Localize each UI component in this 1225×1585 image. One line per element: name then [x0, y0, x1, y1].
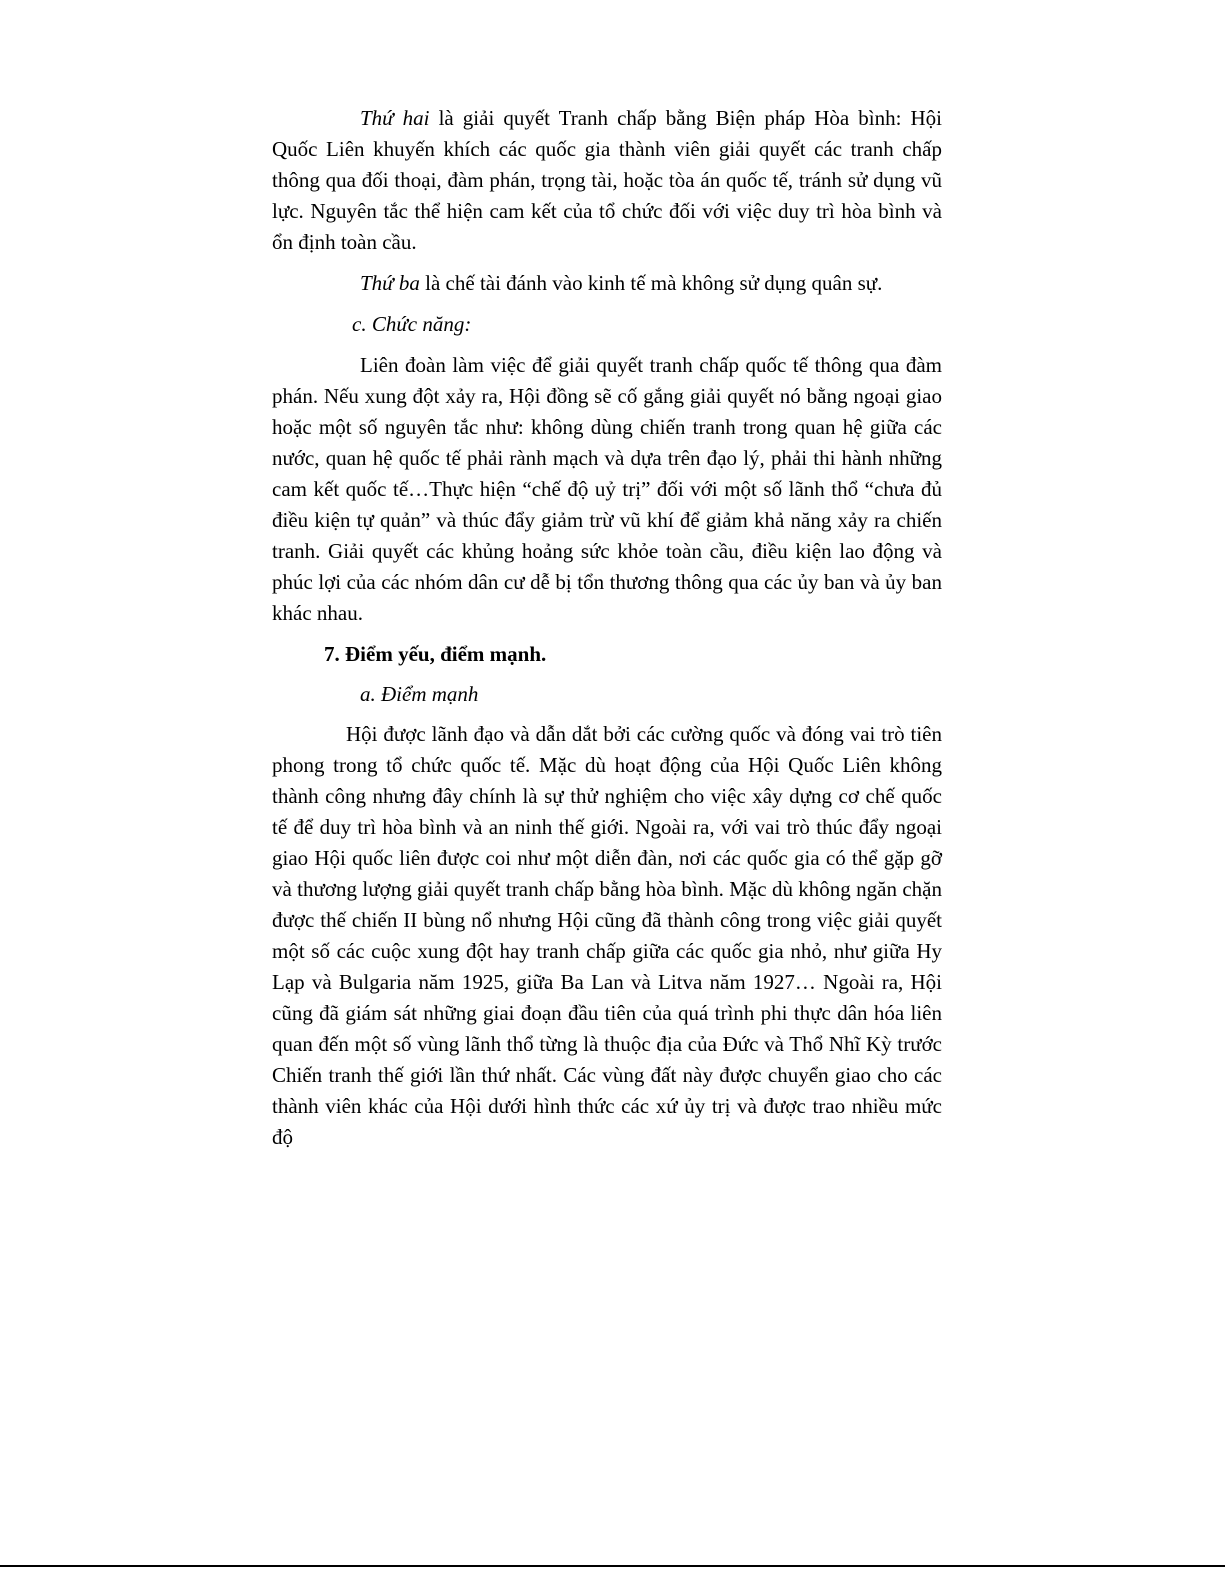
paragraph-lead-thu-ba: Thứ ba [360, 271, 420, 295]
paragraph-thu-hai [272, 103, 942, 258]
section-heading-diem-yeu-manh: 7. Điểm yếu, điểm mạnh. [324, 642, 547, 666]
heading-chuc-nang: c. Chức năng: [352, 312, 472, 336]
paragraph-text-thu-hai: là giải quyết Tranh chấp bằng Biện pháp Hòa bình: Hội Quốc Liên khuyến khích các quốc gia thành viên giải quyết các tranh chấp thông qua đối thoại, đàm phán, trọng tài, hoặc tòa án quốc tế, tránh sử dụng vũ lực. Nguyên tắc thể hiện cam kết của tổ chức đối với việc duy trì hòa bình và ổn định toàn cầu. [272, 106, 943, 254]
page-bottom-border [0, 1565, 1225, 1567]
heading-diem-manh: a. Điểm mạnh [360, 682, 479, 706]
paragraph-text-thu-ba: là chế tài đánh vào kinh tế mà không sử dụng quân sự. [419, 271, 883, 295]
paragraph-thu-ba [272, 268, 942, 299]
paragraph-lead-thu-hai: Thứ hai [360, 106, 430, 130]
page-body [272, 103, 942, 1153]
paragraph-diem-manh: Hội được lãnh đạo và dẫn dắt bởi các cường quốc và đóng vai trò tiên phong trong tổ chức quốc tế. Mặc dù hoạt động của Hội Quốc Liên không thành công nhưng đây chính là sự thử nghiệm cho việc xây dựng cơ chế quốc tế để duy trì hòa bình và an ninh thế giới. Ngoài ra, với vai trò thúc đẩy ngoại giao Hội quốc liên được coi như một diễn đàn, nơi các quốc gia có thể gặp gỡ và thương lượng giải quyết tranh chấp bằng hòa bình. Mặc dù không ngăn chặn được thế chiến II bùng nổ nhưng Hội cũng đã thành công trong việc giải quyết một số các cuộc xung đột hay tranh chấp giữa các quốc gia nhỏ, như giữa Hy Lạp và Bulgaria năm 1925, giữa Ba Lan và Litva năm 1927… Ngoài ra, Hội cũng đã giám sát những giai đoạn đầu tiên của quá trình phi thực dân hóa liên quan đến một số vùng lãnh thổ từng là thuộc địa của Đức và Thổ Nhĩ Kỳ trước Chiến tranh thế giới lần thứ nhất. Các vùng đất này được chuyển giao cho các thành viên khác của Hội dưới hình thức các xứ ủy trị và được trao nhiều mức độ [272, 722, 942, 1149]
paragraph-chuc-nang: Liên đoàn làm việc để giải quyết tranh chấp quốc tế thông qua đàm phán. Nếu xung đột xảy ra, Hội đồng sẽ cố gắng giải quyết nó bằng ngoại giao hoặc một số nguyên tắc như: không dùng chiến tranh trong quan hệ giữa các nước, quan hệ quốc tế phải rành mạch và dựa trên đạo lý, phải thi hành những cam kết quốc tế…Thực hiện “chế độ uỷ trị” đối với một số lãnh thổ “chưa đủ điều kiện tự quản” và thúc đẩy giảm trừ vũ khí để giảm khả năng xảy ra chiến tranh. Giải quyết các khủng hoảng sức khỏe toàn cầu, điều kiện lao động và phúc lợi của các nhóm dân cư dễ bị tổn thương thông qua các ủy ban và ủy ban khác nhau. [272, 353, 942, 625]
